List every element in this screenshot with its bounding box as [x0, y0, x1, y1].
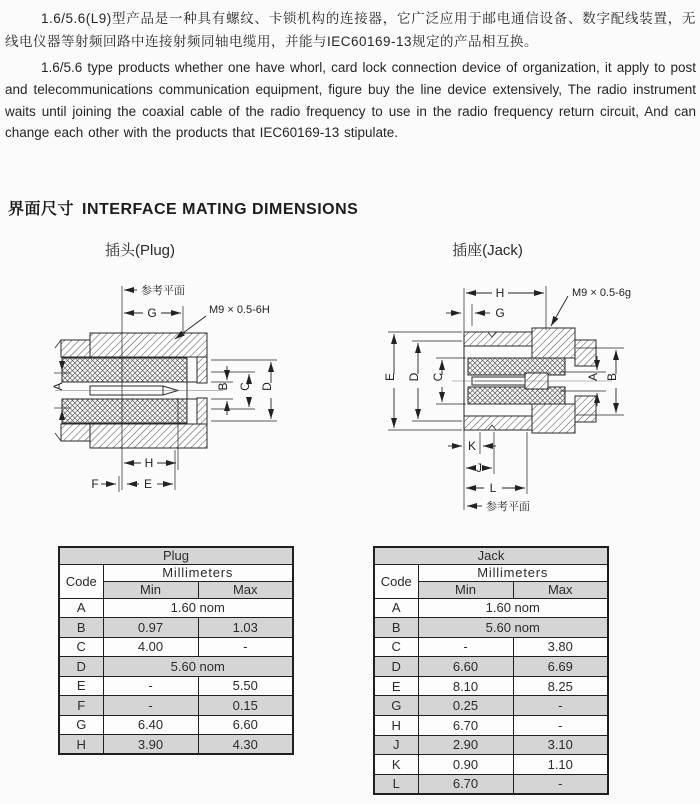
- jack-thread-label: M9 × 0.5-6g: [572, 287, 632, 299]
- code-cell: E: [374, 676, 418, 696]
- min-value-cell: 0.97: [103, 618, 198, 638]
- nominal-value-cell: 1.60 nom: [418, 598, 608, 618]
- max-value-cell: -: [198, 637, 293, 657]
- table-row: [59, 598, 293, 618]
- table-row: [374, 598, 608, 618]
- min-header-cell: Min: [103, 581, 198, 598]
- table-row: [374, 657, 608, 677]
- nominal-value-cell: 1.60 nom: [103, 598, 293, 618]
- code-cell: G: [374, 696, 418, 716]
- plug-ref-plane-label: 参考平面: [141, 285, 185, 297]
- min-value-cell: 2.90: [418, 735, 513, 755]
- max-value-cell: 1.03: [198, 618, 293, 638]
- jack-diagram-label: 插座(Jack): [452, 242, 523, 259]
- code-cell: L: [374, 774, 418, 794]
- section-heading: [8, 196, 358, 219]
- jack-dim-l: L: [489, 481, 497, 495]
- max-value-cell: -: [513, 774, 608, 794]
- table-row: [374, 716, 608, 736]
- nominal-value-cell: 5.60 nom: [418, 618, 608, 638]
- plug-diagram-label: 插头(Plug): [104, 242, 175, 259]
- jack-dim-b: B: [605, 372, 619, 382]
- plug-dim-f: F: [91, 477, 99, 491]
- max-value-cell: 3.80: [513, 637, 608, 657]
- jack-dim-g: G: [495, 306, 505, 320]
- plug-dim-h: H: [144, 456, 154, 470]
- table-row: [59, 735, 293, 755]
- plug-cross-section-drawing: [35, 278, 335, 533]
- max-value-cell: 5.50: [198, 676, 293, 696]
- table-row: [59, 696, 293, 716]
- jack-dim-d: D: [407, 372, 421, 382]
- table-row: [374, 696, 608, 716]
- plug-thread-label: M9 × 0.5-6H: [209, 304, 270, 316]
- code-cell: B: [59, 618, 103, 638]
- code-header-cell: Code: [374, 564, 418, 598]
- jack-ref-plane-label: 参考平面: [486, 501, 530, 513]
- code-cell: D: [59, 657, 103, 677]
- jack-dim-j: J: [476, 461, 482, 475]
- code-cell: G: [59, 715, 103, 735]
- min-value-cell: 0.25: [418, 696, 513, 716]
- min-value-cell: 6.70: [418, 774, 513, 794]
- nominal-value-cell: 5.60 nom: [103, 657, 293, 677]
- plug-dim-e: E: [143, 477, 153, 491]
- max-value-cell: 1.10: [513, 755, 608, 775]
- min-value-cell: 8.10: [418, 676, 513, 696]
- table-row: [59, 715, 293, 735]
- max-value-cell: -: [513, 696, 608, 716]
- code-cell: A: [59, 598, 103, 618]
- plug-dim-g: G: [147, 306, 157, 320]
- min-value-cell: 0.90: [418, 755, 513, 775]
- unit-header-cell: Millimeters: [418, 564, 608, 581]
- code-cell: E: [59, 676, 103, 696]
- jack-dimensions-table: [373, 546, 609, 795]
- code-cell: A: [374, 598, 418, 618]
- table-row: [374, 637, 608, 657]
- min-value-cell: 6.40: [103, 715, 198, 735]
- min-value-cell: 4.00: [103, 637, 198, 657]
- max-value-cell: 3.10: [513, 735, 608, 755]
- code-cell: H: [374, 716, 418, 736]
- code-cell: C: [59, 637, 103, 657]
- plug-dim-a: A: [51, 382, 65, 391]
- table-row: [374, 755, 608, 775]
- table-row: [59, 637, 293, 657]
- jack-dim-c: C: [431, 372, 445, 382]
- plug-dim-c: C: [238, 382, 252, 391]
- jack-cross-section-drawing: [360, 278, 660, 533]
- jack-dim-k: K: [467, 439, 477, 453]
- min-header-cell: Min: [418, 581, 513, 598]
- max-header-cell: Max: [198, 581, 293, 598]
- jack-dim-h: H: [495, 286, 505, 300]
- section-heading-en: INTERFACE MATING DIMENSIONS: [82, 201, 359, 218]
- plug-dim-d: D: [260, 382, 274, 391]
- jack-body-section: [464, 328, 596, 433]
- min-value-cell: -: [103, 696, 198, 716]
- code-cell: F: [59, 696, 103, 716]
- table-row: [59, 657, 293, 677]
- code-cell: D: [374, 657, 418, 677]
- min-value-cell: 3.90: [103, 735, 198, 755]
- table-title-cell: Plug: [59, 547, 293, 564]
- jack-dim-e: E: [383, 372, 397, 382]
- max-value-cell: 6.69: [513, 657, 608, 677]
- code-header-cell: Code: [59, 564, 103, 598]
- min-value-cell: -: [418, 637, 513, 657]
- max-value-cell: -: [513, 716, 608, 736]
- table-row: [374, 774, 608, 794]
- max-header-cell: Max: [513, 581, 608, 598]
- min-value-cell: 6.60: [418, 657, 513, 677]
- table-row: [374, 618, 608, 638]
- intro-paragraph-en: 1.6/5.6 type products whether one have whorl, card lock connection device of organization, it apply to post and telecommunications communication equipment, figure buy the line device extensively, The radio instrument waits until joining the coaxial cable of the radio frequency to use in the radio frequency return circuit, And can change each other with the products that IEC60169-13 stipulate.: [5, 60, 696, 141]
- code-cell: B: [374, 618, 418, 638]
- max-value-cell: 6.60: [198, 715, 293, 735]
- code-cell: J: [374, 735, 418, 755]
- table-row: [374, 735, 608, 755]
- plug-dim-b: B: [216, 382, 230, 391]
- unit-header-cell: Millimeters: [103, 564, 293, 581]
- max-value-cell: 8.25: [513, 676, 608, 696]
- min-value-cell: -: [103, 676, 198, 696]
- plug-dimensions-table: [58, 546, 294, 755]
- jack-dim-a: A: [586, 372, 600, 382]
- max-value-cell: 0.15: [198, 696, 293, 716]
- table-title-cell: Jack: [374, 547, 608, 564]
- code-cell: H: [59, 735, 103, 755]
- code-cell: K: [374, 755, 418, 775]
- table-row: [59, 676, 293, 696]
- min-value-cell: 6.70: [418, 716, 513, 736]
- table-row: [59, 618, 293, 638]
- section-heading-cn: 界面尺寸: [8, 201, 75, 218]
- intro-paragraph-cn: 1.6/5.6(L9)型产品是一种具有螺纹、卡锁机构的连接器，它广泛应用于邮电通信设备、数字配线装置，无线电仪器等射频回路中连接射频同轴电缆用，并能与IEC60169-13规定的产品相互换。: [5, 11, 696, 49]
- max-value-cell: 4.30: [198, 735, 293, 755]
- table-row: [374, 676, 608, 696]
- code-cell: C: [374, 637, 418, 657]
